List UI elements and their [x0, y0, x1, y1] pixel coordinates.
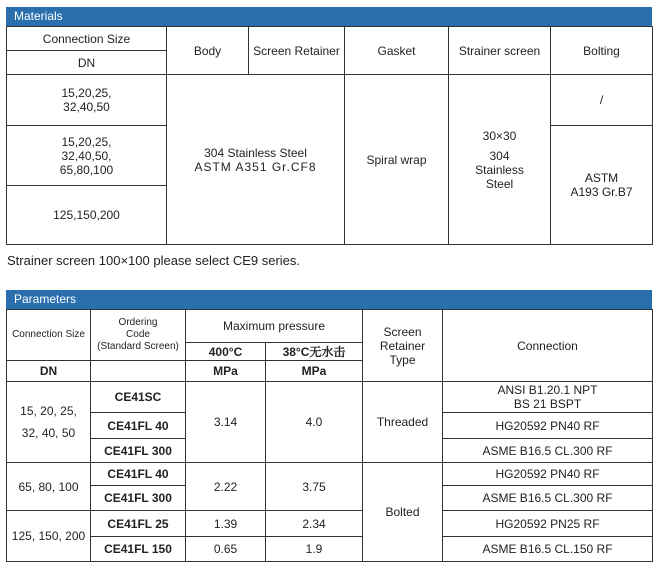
retainer-type-line: Screen — [383, 324, 422, 339]
ordering-code-line: (Standard Screen) — [97, 341, 179, 352]
retainer-type: Threaded — [363, 382, 443, 463]
param-dn-cell: 125, 150, 200 — [7, 511, 91, 562]
ordering-code-header — [91, 310, 186, 361]
dn-line: 65,80,100 — [59, 162, 114, 177]
dn-line: 32,40,50 — [63, 100, 110, 114]
max-pressure-header: Maximum pressure — [186, 310, 363, 343]
retainer-type: Bolted — [363, 463, 443, 562]
bolting-line: A193 Gr.B7 — [570, 185, 633, 199]
materials-table — [6, 26, 653, 245]
ordering-code-unit-empty — [91, 361, 186, 382]
body-material-line: 304 Stainless Steel — [204, 145, 307, 160]
connection-cell: HG20592 PN40 RF — [443, 463, 653, 486]
connection-cell: HG20592 PN40 RF — [443, 413, 653, 439]
dn-line: 32, 40, 50 — [21, 426, 76, 440]
parameters-title-bar: Parameters — [6, 290, 652, 309]
pressure-38: 1.9 — [266, 537, 363, 562]
ordering-code: CE41FL 300 — [91, 439, 186, 463]
dn-line: 15,20,25, — [61, 86, 112, 100]
screen-material-line: Steel — [485, 176, 514, 191]
ordering-code-line: Ordering — [118, 317, 158, 328]
connection-cell: ASME B16.5 CL.150 RF — [443, 537, 653, 562]
mesh-size: 30×30 — [482, 128, 517, 143]
pressure-38: 4.0 — [266, 382, 363, 463]
ordering-code: CE41FL 40 — [91, 463, 186, 486]
ordering-code: CE41SC — [91, 382, 186, 413]
screen-retainer-type-header — [363, 310, 443, 382]
pressure-400: 1.39 — [186, 511, 266, 537]
connection-line: ANSI B1.20.1 NPT — [497, 383, 598, 397]
connection-cell: HG20592 PN25 RF — [443, 511, 653, 537]
body-material-cell — [167, 75, 345, 245]
dn-line: 15,20,25, — [61, 134, 112, 149]
strainer-note: Strainer screen 100×100 please select CE9 series. — [7, 253, 301, 268]
param-connection-size-header: Connection Size — [7, 310, 91, 361]
ordering-code: CE41FL 40 — [91, 413, 186, 439]
parameters-table — [6, 309, 653, 562]
dn-line: 32,40,50, — [61, 148, 112, 163]
connection-header: Connection — [443, 310, 653, 382]
retainer-type-line: Retainer — [379, 338, 426, 353]
materials-title-bar: Materials — [6, 7, 652, 26]
ordering-code: CE41FL 300 — [91, 486, 186, 511]
bolting-header: Bolting — [551, 27, 653, 75]
mpa-unit-1: MPa — [186, 361, 266, 382]
pressure-38: 3.75 — [266, 463, 363, 511]
gasket-header: Gasket — [345, 27, 449, 75]
strainer-screen-header: Strainer screen — [449, 27, 551, 75]
connection-line: BS 21 BSPT — [513, 397, 582, 411]
dn-line: 15, 20, 25, — [20, 404, 77, 418]
ordering-code-line: Code — [126, 329, 150, 340]
param-dn-cell — [7, 382, 91, 463]
gasket-material-cell: Spiral wrap — [345, 75, 449, 245]
body-header: Body — [167, 27, 249, 75]
mpa-unit-2: MPa — [266, 361, 363, 382]
retainer-type-line: Type — [389, 352, 416, 367]
screen-material-line: Stainless — [475, 162, 524, 177]
body-material-line: ASTM A351 Gr.CF8 — [194, 159, 317, 174]
pressure-38: 2.34 — [266, 511, 363, 537]
connection-cell: ASME B16.5 CL.300 RF — [443, 439, 653, 463]
ordering-code: CE41FL 25 — [91, 511, 186, 537]
dn-header: DN — [7, 51, 167, 75]
pressure-400: 3.14 — [186, 382, 266, 463]
temp-38-header: 38°C无水击 — [266, 343, 363, 361]
bolting-row1-cell: / — [551, 75, 653, 126]
param-dn-header: DN — [7, 361, 91, 382]
strainer-screen-material-cell — [449, 75, 551, 245]
materials-dn-cell: 125,150,200 — [7, 186, 167, 245]
materials-dn-cell — [7, 75, 167, 126]
connection-cell: ASME B16.5 CL.300 RF — [443, 486, 653, 511]
ordering-code: CE41FL 150 — [91, 537, 186, 562]
bolting-line: ASTM — [584, 171, 619, 185]
connection-cell — [443, 382, 653, 413]
pressure-400: 2.22 — [186, 463, 266, 511]
materials-dn-cell — [7, 126, 167, 186]
pressure-400: 0.65 — [186, 537, 266, 562]
screen-material-line: 304 — [489, 148, 510, 163]
connection-size-header: Connection Size — [7, 27, 167, 51]
param-dn-cell: 65, 80, 100 — [7, 463, 91, 511]
screen-retainer-header: Screen Retainer — [249, 27, 345, 75]
bolting-material-cell — [551, 126, 653, 245]
temp-400-header: 400°C — [186, 343, 266, 361]
